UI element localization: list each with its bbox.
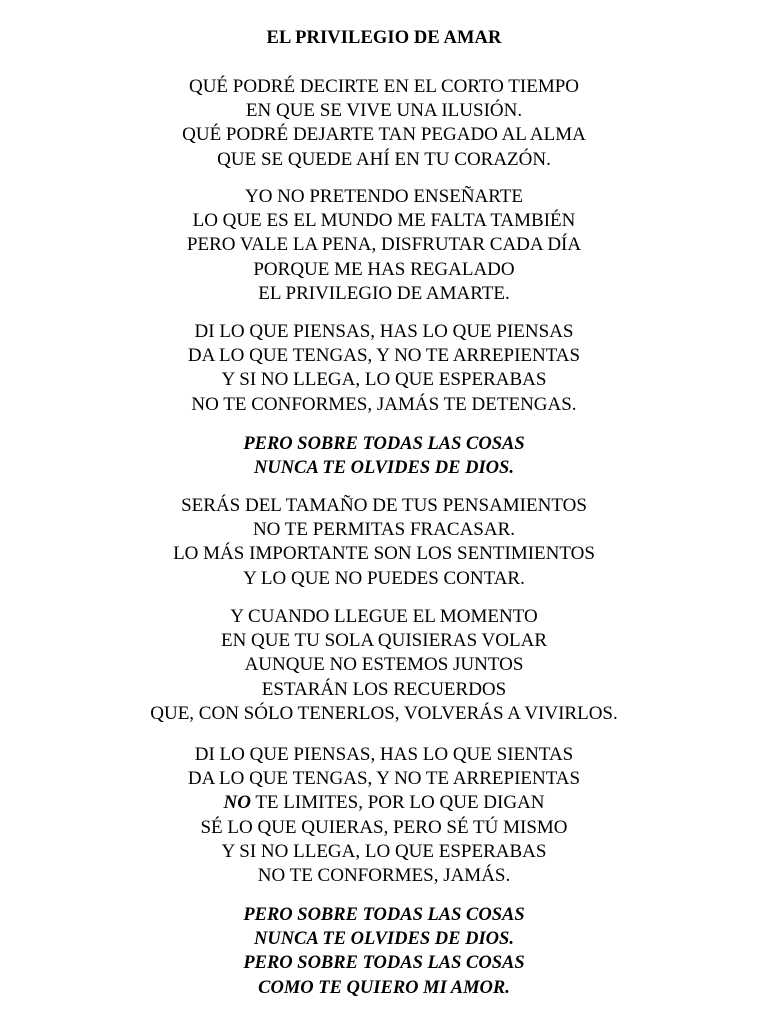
refrain-line: PERO SOBRE TODAS LAS COSAS xyxy=(243,434,525,454)
stanza-2 xyxy=(0,185,768,306)
verse-line: Y LO QUE NO PUEDES CONTAR. xyxy=(243,567,525,589)
stanza-5 xyxy=(0,494,768,591)
stanza-4-refrain xyxy=(0,432,768,480)
refrain-line: PERO SOBRE TODAS LAS COSAS xyxy=(243,905,525,925)
emphasized-word: NO xyxy=(223,792,251,814)
verse-line: YO NO PRETENDO ENSEÑARTE xyxy=(244,186,524,207)
verse-line: EN QUE TU SOLA QUISIERAS VOLAR xyxy=(220,630,547,652)
verse-line: NO TE CONFORMES, JAMÁS TE DETENGAS. xyxy=(191,393,577,415)
poem-title: EL PRIVILEGIO DE AMAR xyxy=(266,28,502,48)
verse-line xyxy=(0,791,768,815)
stanza-7 xyxy=(0,743,768,888)
verse-line: Y SI NO LLEGA, LO QUE ESPERABAS xyxy=(221,369,547,391)
refrain-line: PERO SOBRE TODAS LAS COSAS xyxy=(243,953,525,974)
verse-line: NO TE PERMITAS FRACASAR. xyxy=(252,519,516,541)
verse-line: NO TE CONFORMES, JAMÁS. xyxy=(257,865,511,887)
stanza-1 xyxy=(0,75,768,172)
verse-line: AUNQUE NO ESTEMOS JUNTOS xyxy=(244,654,524,676)
stanza-8-refrain xyxy=(0,903,768,1000)
verse-line: PORQUE ME HAS REGALADO xyxy=(253,258,515,280)
verse-line: SERÁS DEL TAMAÑO DE TUS PENSAMIENTOS xyxy=(181,495,587,516)
verse-line: DA LO QUE TENGAS, Y NO TE ARREPIENTAS xyxy=(187,768,581,790)
verse-line: QUÉ PODRÉ DEJARTE TAN PEGADO AL ALMA xyxy=(182,124,586,146)
verse-line: PERO VALE LA PENA, DISFRUTAR CADA DÍA xyxy=(186,234,582,256)
verse-line-rest: TE LIMITES, POR LO QUE DIGAN xyxy=(250,792,545,814)
verse-line: Y SI NO LLEGA, LO QUE ESPERABAS xyxy=(221,840,547,862)
verse-line: LO MÁS IMPORTANTE SON LOS SENTIMIENTOS xyxy=(173,543,595,565)
verse-line: SÉ LO QUE QUIERAS, PERO SÉ TÚ MISMO xyxy=(200,816,568,838)
refrain-line: COMO TE QUIERO MI AMOR. xyxy=(258,977,510,998)
verse-line: DA LO QUE TENGAS, Y NO TE ARREPIENTAS xyxy=(187,345,581,367)
verse-line: EL PRIVILEGIO DE AMARTE. xyxy=(258,282,510,304)
stanza-6 xyxy=(0,605,768,726)
verse-line: DI LO QUE PIENSAS, HAS LO QUE SIENTAS xyxy=(194,744,574,765)
refrain-line: NUNCA TE OLVIDES DE DIOS. xyxy=(254,929,514,950)
verse-line: QUE, CON SÓLO TENERLOS, VOLVERÁS A VIVIRLOS. xyxy=(150,702,618,724)
verse-line: DI LO QUE PIENSAS, HAS LO QUE PIENSAS xyxy=(194,321,574,342)
verse-line: EN QUE SE VIVE UNA ILUSIÓN. xyxy=(245,100,523,122)
verse-line: ESTARÁN LOS RECUERDOS xyxy=(261,678,507,700)
refrain-line: NUNCA TE OLVIDES DE DIOS. xyxy=(254,458,514,479)
verse-line: LO QUE ES EL MUNDO ME FALTA TAMBIÉN xyxy=(192,210,576,232)
verse-line: QUÉ PODRÉ DECIRTE EN EL CORTO TIEMPO xyxy=(188,76,580,97)
verse-line: Y CUANDO LLEGUE EL MOMENTO xyxy=(230,606,538,627)
verse-line: QUE SE QUEDE AHÍ EN TU CORAZÓN. xyxy=(217,148,551,170)
stanza-3 xyxy=(0,320,768,417)
